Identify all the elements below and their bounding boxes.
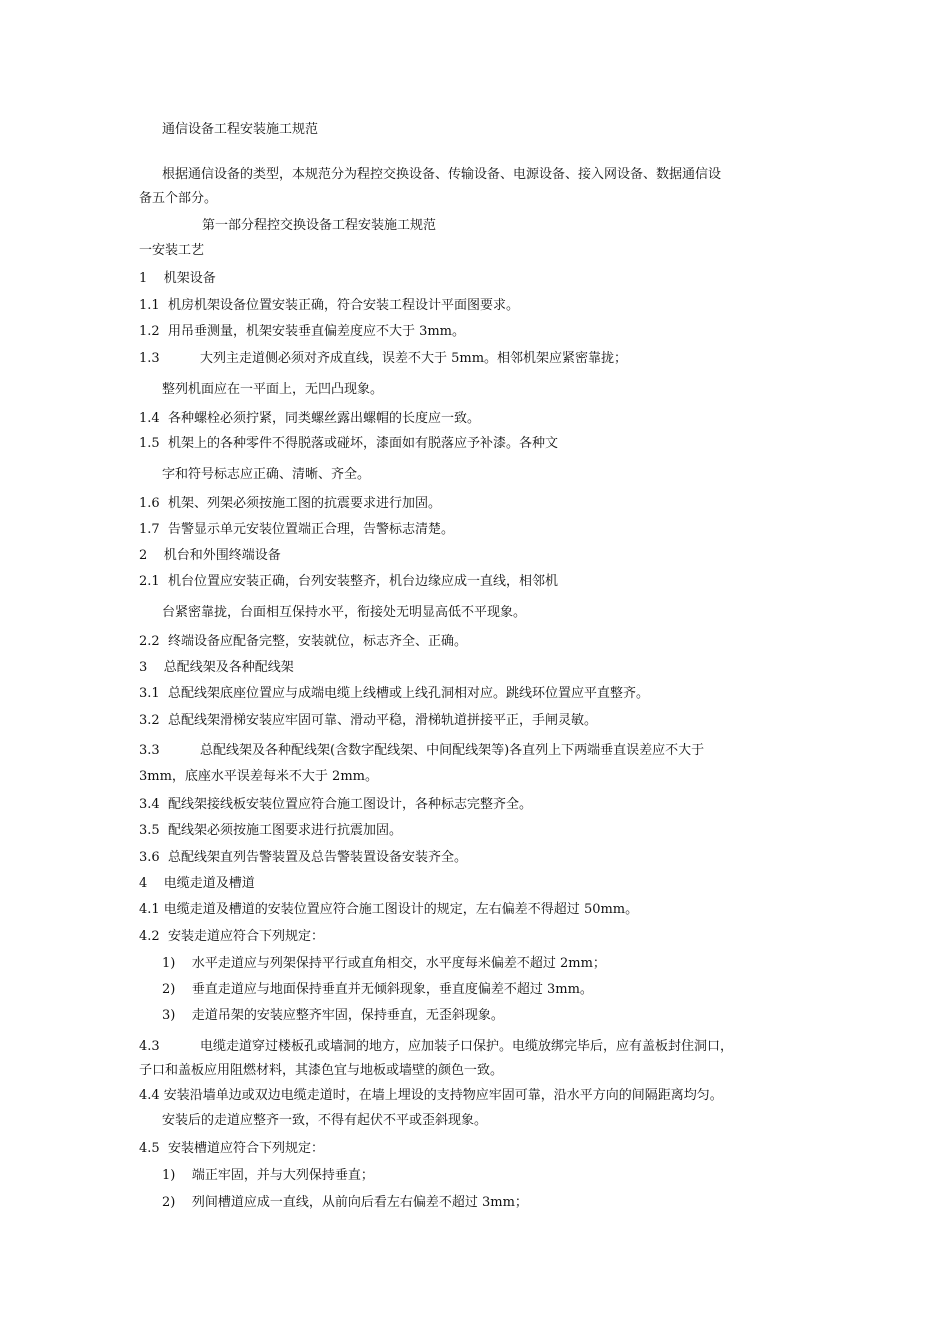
clause-4-3-number: 4.3 (139, 1039, 160, 1054)
heading-2: 2 机台和外围终端设备 (139, 548, 281, 563)
clause-3-5: 3.5 配线架必须按施工图要求进行抗震加固。 (139, 823, 402, 838)
clause-3-3-line-2: 3mm，底座水平误差每米不大于 2mm。 (139, 769, 378, 784)
clause-4-4-line-1: 4.4 安装沿墙单边或双边电缆走道时，在墙上埋设的支持物应牢固可靠，沿水平方向的间隔距离均匀。 (139, 1088, 723, 1103)
clause-1-1: 1.1 机房机架设备位置安装正确，符合安装工程设计平面图要求。 (139, 298, 519, 313)
list-item-4-5-1: 1) 端正牢固，并与大列保持垂直； (162, 1168, 374, 1183)
doc-title: 通信设备工程安装施工规范 (162, 122, 319, 137)
clause-1-5-line-1: 1.5 机架上的各种零件不得脱落或碰坏，漆面如有脱落应予补漆。各种文 (139, 436, 558, 451)
part-heading: 第一部分程控交换设备工程安装施工规范 (202, 218, 437, 233)
clause-1-6: 1.6 机架、列架必须按施工图的抗震要求进行加固。 (139, 496, 441, 511)
clause-2-2: 2.2 终端设备应配备完整，安装就位，标志齐全、正确。 (139, 634, 467, 649)
heading-4: 4 电缆走道及槽道 (139, 876, 255, 891)
clause-4-4-line-2: 安装后的走道应整齐一致，不得有起伏不平或歪斜现象。 (162, 1113, 488, 1128)
clause-3-3-line-1: 总配线架及各种配线架(含数字配线架、中间配线架等)各直列上下两端垂直误差应不大于 (200, 743, 705, 758)
clause-1-3-line-1: 大列主走道侧必须对齐成直线，误差不大于 5mm。相邻机架应紧密靠拢； (200, 351, 628, 366)
list-item-4-5-2: 2) 列间槽道应成一直线，从前向后看左右偏差不超过 3mm； (162, 1195, 528, 1210)
clause-1-7: 1.7 告警显示单元安装位置端正合理，告警标志清楚。 (139, 522, 454, 537)
clause-1-5-line-2: 字和符号标志应正确、清晰、齐全。 (162, 467, 371, 482)
intro-paragraph-line-2: 备五个部分。 (139, 191, 218, 206)
list-item-4-2-1: 1) 水平走道应与列架保持平行或直角相交，水平度每米偏差不超过 2mm； (162, 956, 606, 971)
clause-1-3-line-2: 整列机面应在一平面上，无凹凸现象。 (162, 382, 384, 397)
clause-4-1: 4.1 电缆走道及槽道的安装位置应符合施工图设计的规定，左右偏差不得超过 50mm。 (139, 902, 639, 917)
clause-4-3-line-2: 子口和盖板应用阻燃材料，其漆色宜与地板或墙壁的颜色一致。 (139, 1063, 504, 1078)
clause-3-6: 3.6 总配线架直列告警装置及总告警装置设备安装齐全。 (139, 850, 467, 865)
clause-3-2: 3.2 总配线架滑梯安装应牢固可靠、滑动平稳，滑梯轨道拼接平正，手闸灵敏。 (139, 713, 597, 728)
clause-3-4: 3.4 配线架接线板安装位置应符合施工图设计，各种标志完整齐全。 (139, 797, 532, 812)
section-heading-craft: 一安装工艺 (139, 243, 205, 258)
clause-2-1-line-1: 2.1 机台位置应安装正确，台列安装整齐，机台边缘应成一直线，相邻机 (139, 574, 558, 589)
clause-1-4: 1.4 各种螺栓必须拧紧，同类螺丝露出螺帽的长度应一致。 (139, 411, 480, 426)
intro-paragraph-line-1: 根据通信设备的类型，本规范分为程控交换设备、传输设备、电源设备、接入网设备、数据通信设 (162, 167, 722, 182)
heading-3: 3 总配线架及各种配线架 (139, 660, 294, 675)
clause-1-2: 1.2 用吊垂测量，机架安装垂直偏差度应不大于 3mm。 (139, 324, 465, 339)
clause-4-3-line-1: 电缆走道穿过楼板孔或墙洞的地方，应加装子口保护。电缆放绑完毕后，应有盖板封住洞口， (200, 1039, 734, 1054)
clause-4-2: 4.2 安装走道应符合下列规定： (139, 929, 324, 944)
clause-2-1-line-2: 台紧密靠拢，台面相互保持水平，衔接处无明显高低不平现象。 (162, 605, 527, 620)
list-item-4-2-3: 3) 走道吊架的安装应整齐牢固，保持垂直，无歪斜现象。 (162, 1008, 504, 1023)
heading-1: 1 机架设备 (139, 271, 216, 286)
clause-1-3-number: 1.3 (139, 351, 160, 366)
clause-3-1: 3.1 总配线架底座位置应与成端电缆上线槽或上线孔洞相对应。跳线环位置应平直整齐。 (139, 686, 649, 701)
clause-3-3-number: 3.3 (139, 743, 160, 758)
list-item-4-2-2: 2) 垂直走道应与地面保持垂直并无倾斜现象，垂直度偏差不超过 3mm。 (162, 982, 593, 997)
clause-4-5: 4.5 安装槽道应符合下列规定： (139, 1141, 324, 1156)
